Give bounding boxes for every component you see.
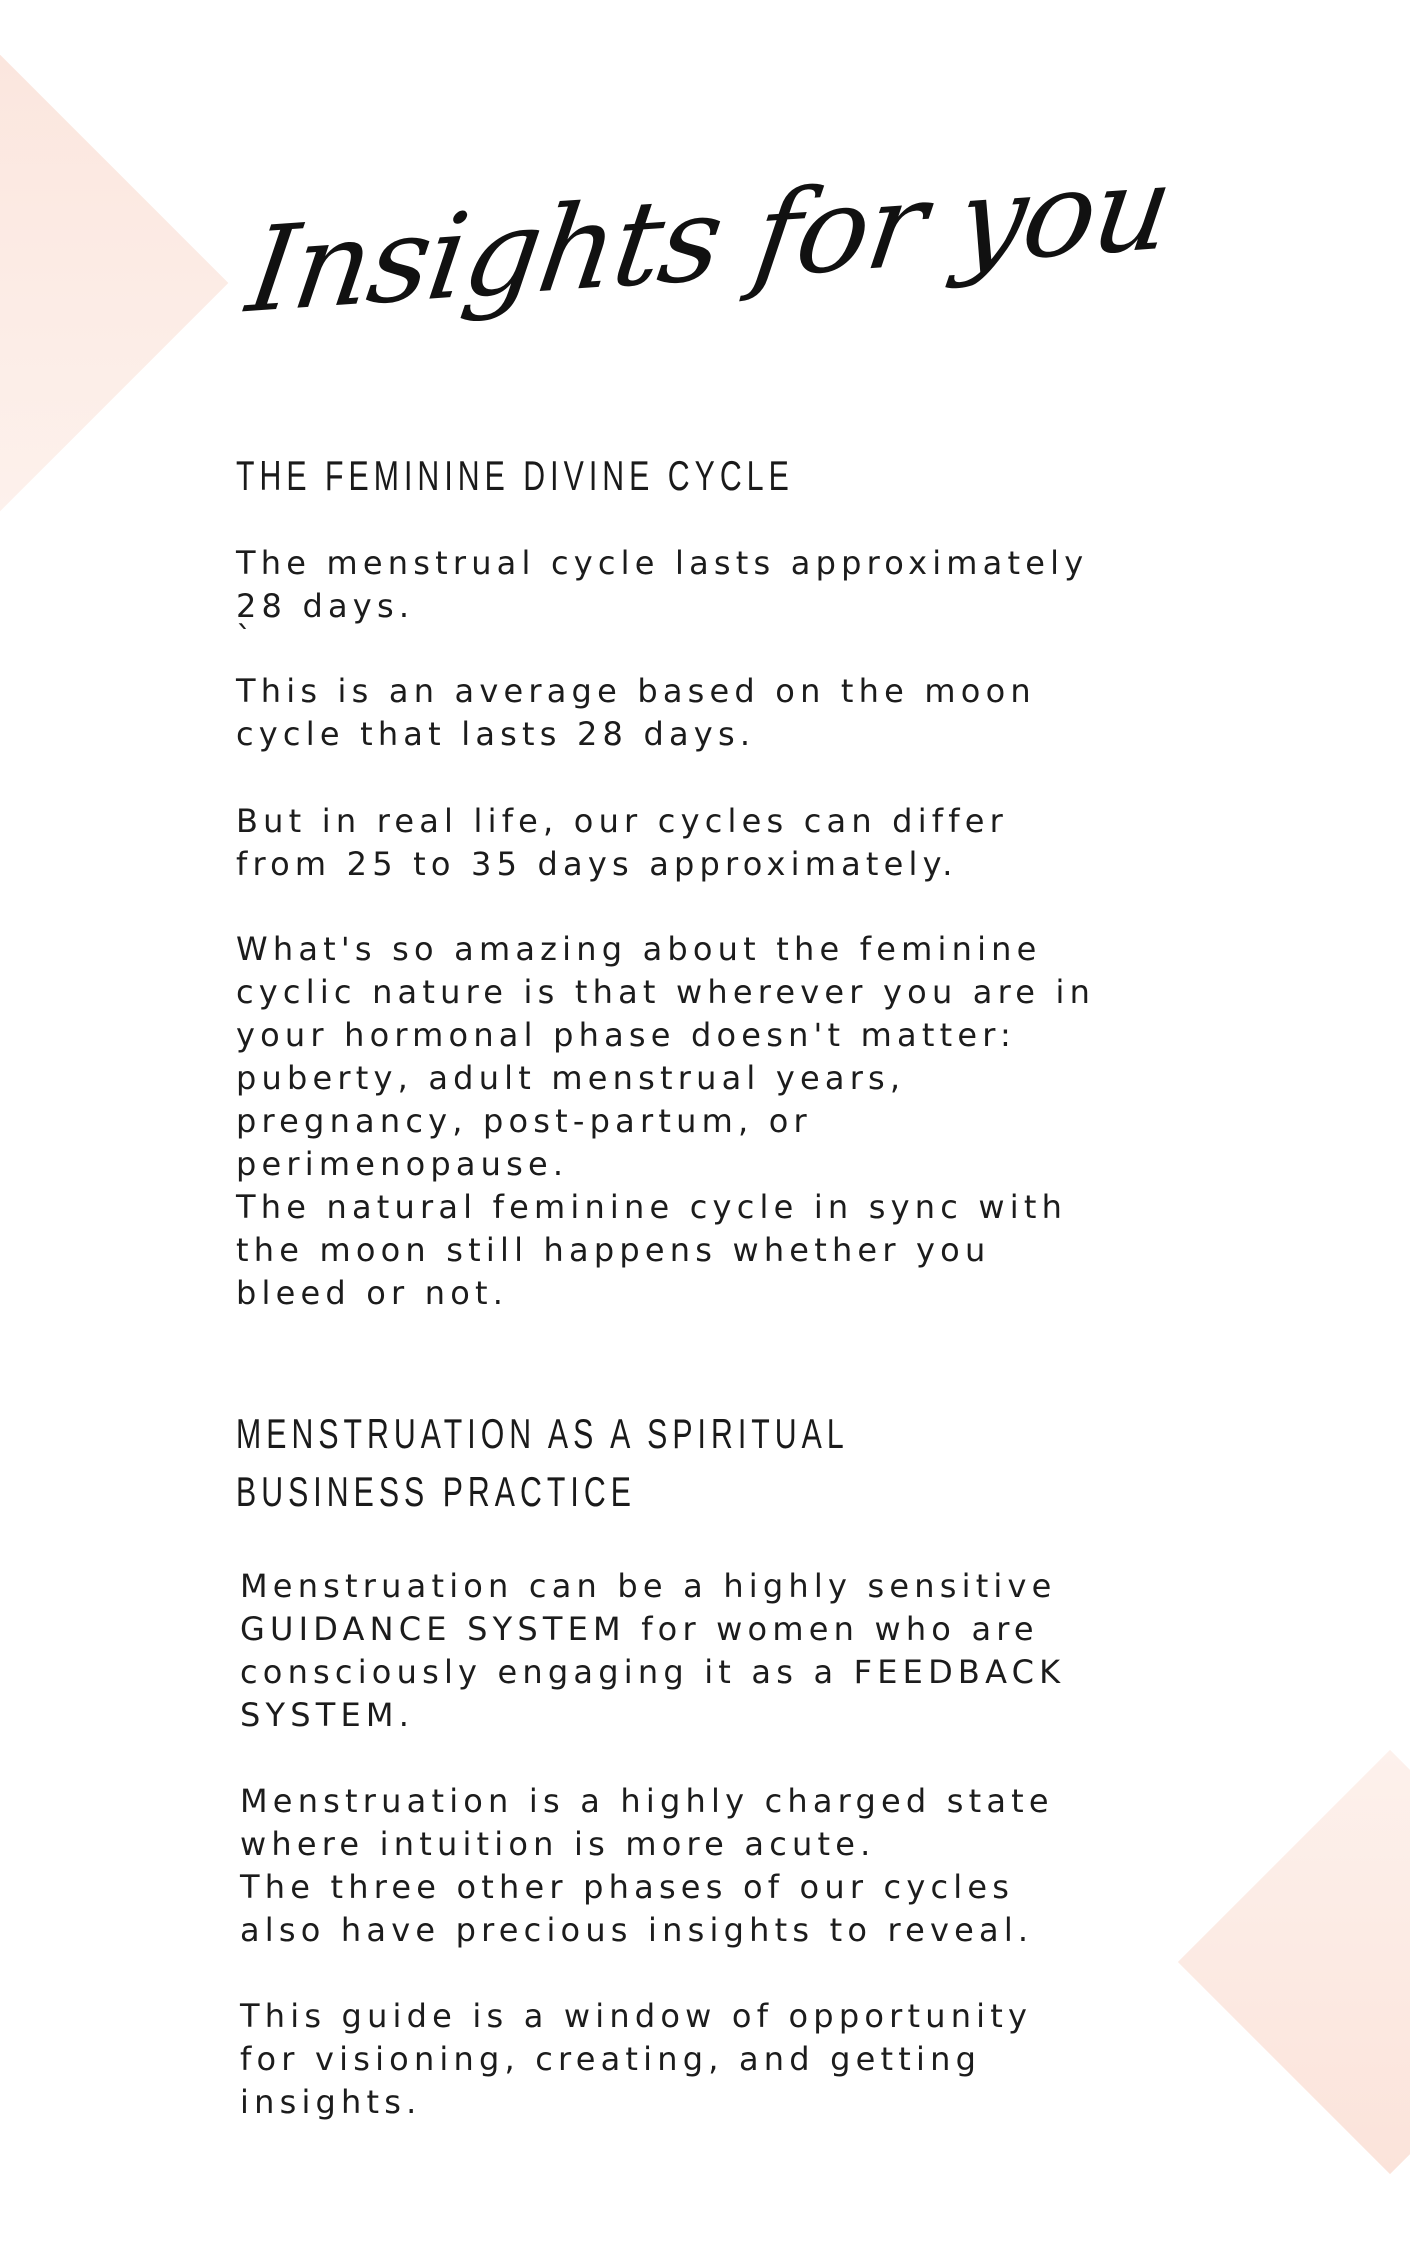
text-line: insights. (240, 2083, 422, 2121)
section-heading-feminine-cycle: THE FEMININE DIVINE CYCLE (236, 452, 794, 499)
page-title: Insights for you (239, 138, 1180, 340)
text-line: Menstruation can be a highly sensitive (240, 1567, 1057, 1605)
text-line: the moon still happens whether you (236, 1231, 991, 1269)
text-line: consciously engaging it as a FEEDBACK (240, 1653, 1066, 1691)
text-line: GUIDANCE SYSTEM for women who are (240, 1610, 1039, 1648)
paragraph-cyclic-nature (236, 928, 1236, 1315)
paragraph-guidance-system (240, 1565, 1240, 1737)
text-line: SYSTEM. (240, 1696, 415, 1734)
text-line: cyclic nature is that wherever you are in (236, 973, 1096, 1011)
text-line: The menstrual cycle lasts approximately (236, 544, 1089, 582)
text-line: What's so amazing about the feminine (236, 930, 1042, 968)
paragraph-real-life (236, 800, 1236, 886)
text-line: The natural feminine cycle in sync with (236, 1188, 1068, 1226)
text-line: where intuition is more acute. (240, 1825, 876, 1863)
text-line: Menstruation is a highly charged state (240, 1782, 1054, 1820)
paragraph-cycle-length (236, 542, 1236, 657)
heading-line: MENSTRUATION AS A SPIRITUAL (236, 1410, 849, 1457)
text-line: perimenopause. (236, 1145, 569, 1183)
text-line: The three other phases of our cycles (240, 1868, 1015, 1906)
text-line: But in real life, our cycles can differ (236, 802, 1008, 840)
paragraph-moon-average (236, 670, 1236, 756)
text-line: bleed or not. (236, 1274, 509, 1312)
text-line: ` (236, 619, 258, 657)
text-line: This is an average based on the moon (236, 672, 1036, 710)
paragraph-charged-state (240, 1780, 1240, 1952)
text-line: 28 days. (236, 587, 415, 625)
text-line: pregnancy, post-partum, or (236, 1102, 812, 1140)
text-line: for visioning, creating, and getting (240, 2040, 982, 2078)
text-line: cycle that lasts 28 days. (236, 715, 756, 753)
section-heading-menstruation-practice (236, 1405, 956, 1521)
text-line: from 25 to 35 days approximately. (236, 845, 958, 883)
text-line: your hormonal phase doesn't matter: (236, 1016, 1016, 1054)
text-line: puberty, adult menstrual years, (236, 1059, 906, 1097)
text-line: also have precious insights to reveal. (240, 1911, 1034, 1949)
heading-line: BUSINESS PRACTICE (236, 1468, 636, 1515)
paragraph-guide-window (240, 1995, 1240, 2124)
text-line: This guide is a window of opportunity (240, 1997, 1033, 2035)
